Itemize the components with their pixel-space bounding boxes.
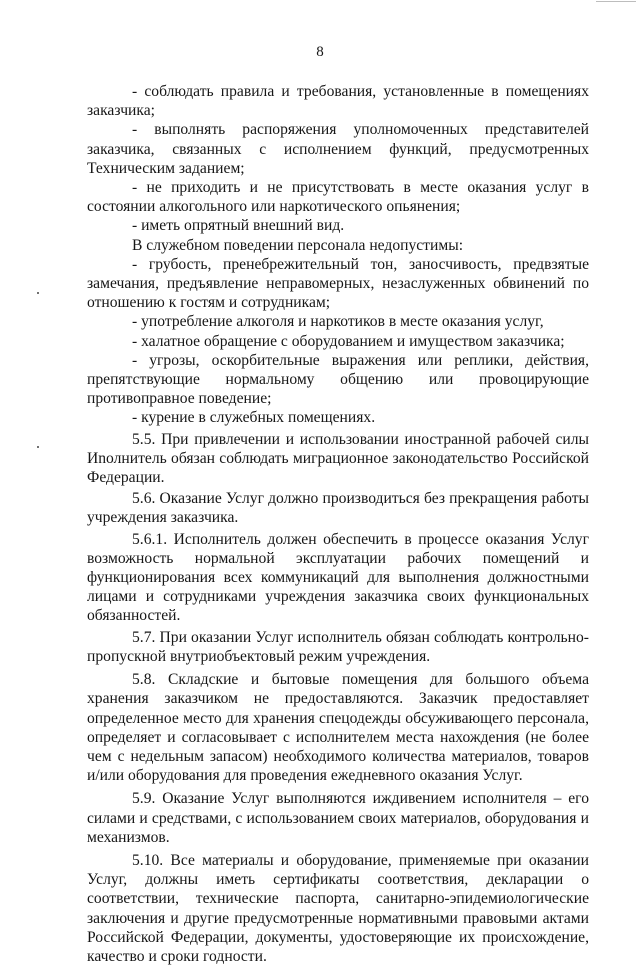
paragraph-prohibited-threats: - угрозы, оскорбительные выражения или реплики, действия, препятствующие нормальному общению или провоцирующие противоправное поведение; xyxy=(87,351,589,408)
clause-5-8: 5.8. Складские и бытовые помещения для большого объема хранения заказчиком не предоставляются. Заказчик предоставляет определенное место для хранения спецодежды обсуживающего персонала, определяет и согласовывает с исполнителем места нахождения (не более чем с недельным запасом) необходимого количества материалов, товаров и/или оборудования для проведения ежедневного оказания Услуг. xyxy=(87,671,589,785)
scan-speck xyxy=(37,446,39,448)
paragraph-prohibited-smoking: - курение в служебных помещениях. xyxy=(132,409,376,427)
clause-5-9: 5.9. Оказание Услуг выполняются иждивением исполнителя – его силами и средствами, с использованием своих материалов, оборудования и механизмов. xyxy=(87,790,589,846)
clause-5-6-1: 5.6.1. Исполнитель должен обеспечить в процессе оказания Услуг возможность нормальной эксплуатации рабочих помещений и функционирования всех коммуникаций для выполнения должностными лицами и сотрудниками учреждения заказчика своих функциональных обязанностей. xyxy=(87,530,589,625)
paragraph-prohibited-negligence: - халатное обращение с оборудованием и имуществом заказчика; xyxy=(132,332,565,350)
paragraph-prohibited-intro: В служебном поведении персонала недопустимы: xyxy=(132,236,464,254)
clause-5-5: 5.5. При привлечении и использовании иностранной рабочей силы Иnолнитель обязан соблюдать миграционное законодательство Российской Федерации. xyxy=(87,430,589,487)
paragraph-obligation-rules: - соблюдать правила и требования, установленные в помещениях заказчика; xyxy=(87,83,589,120)
scan-speck xyxy=(37,292,39,294)
document-body xyxy=(87,82,589,966)
paragraph-obligation-sobriety: - не приходить и не присутствовать в месте оказания услуг в состоянии алкогольного или наркотического опьянения; xyxy=(87,179,589,216)
page-number: 8 xyxy=(316,44,324,60)
paragraph-obligation-appearance: - иметь опрятный внешний вид. xyxy=(132,217,345,235)
clause-5-6: 5.6. Оказание Услуг должно производиться без прекращения работы учреждения заказчика. xyxy=(87,490,589,527)
clause-5-7: 5.7. При оказании Услуг исполнитель обязан соблюдать контрольно-пропускной внутриобъектовый режим учреждения. xyxy=(87,628,589,665)
paragraph-prohibited-rudeness: - грубость, пренебрежительный тон, заносчивость, предвзятые замечания, предъявление неправомерных, незаслуженных обвинений по отношению к гостям и сотрудникам; xyxy=(87,255,589,312)
paragraph-prohibited-alcohol: - употребление алкоголя и наркотиков в месте оказания услуг, xyxy=(132,313,544,331)
clause-5-10: 5.10. Все материалы и оборудование, применяемые при оказании Услуг, должны иметь сертификаты соответствия, декларации о соответствии, технические паспорта, санитарно-эпидемиологические заключения и другие предусмотренные нормативными правовыми актами Российской Федерации, документы, удостоверяющие их происхождение, качество и сроки годности. xyxy=(87,851,589,965)
paragraph-obligation-orders: - выполнять распоряжения уполномоченных представителей заказчика, связанных с исполнением функций, предусмотренных Техническим заданием; xyxy=(87,121,589,177)
scan-edge-mark xyxy=(596,1,636,2)
